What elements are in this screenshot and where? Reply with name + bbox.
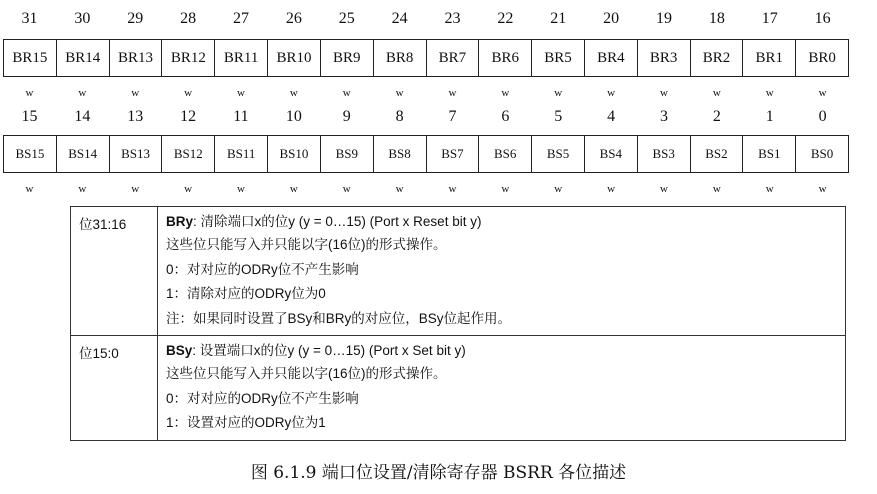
- access-mark: w: [289, 183, 298, 195]
- register-field: BS2: [691, 136, 744, 172]
- bs-line: 1：设置对应的ODRy位为1: [166, 415, 326, 430]
- br-line: 0：对对应的ODRy位不产生影响: [166, 261, 359, 277]
- access-mark: w: [818, 183, 827, 195]
- register-field: BR1: [743, 40, 796, 76]
- register-field: BS10: [268, 136, 321, 172]
- upper-register-row: [3, 39, 849, 77]
- br-description-row: [71, 207, 846, 336]
- access-mark: w: [25, 87, 34, 99]
- register-field: BS12: [162, 136, 215, 172]
- br-field-name: BRy: [166, 214, 194, 229]
- access-mark: w: [395, 87, 404, 99]
- bit-number: 4: [607, 108, 616, 125]
- br-title-text: : 清除端口x的位y (y = 0…15) (Port x Reset bit y): [193, 214, 482, 229]
- bit-number: 21: [550, 10, 567, 27]
- access-mark: w: [554, 183, 563, 195]
- access-mark: w: [342, 183, 351, 195]
- bit-number: 29: [127, 10, 144, 27]
- bs-line: 0：对对应的ODRy位不产生影响: [166, 390, 359, 406]
- bs-title: [166, 340, 837, 362]
- access-mark: w: [78, 183, 87, 195]
- bit-number: 8: [395, 108, 404, 125]
- register-field: BR8: [374, 40, 427, 76]
- bit-number: 12: [180, 108, 197, 125]
- bit-number: 1: [765, 108, 774, 125]
- bit-number: 19: [655, 10, 672, 27]
- access-mark: w: [554, 87, 563, 99]
- br-line: 1：清除对应的ODRy位为0: [166, 286, 326, 301]
- register-field: BR11: [215, 40, 268, 76]
- register-field: BR14: [57, 40, 110, 76]
- bit-number: 22: [497, 10, 514, 27]
- register-field: BS7: [427, 136, 480, 172]
- bit-number: 13: [127, 108, 144, 125]
- access-mark: w: [712, 183, 721, 195]
- access-mark: w: [765, 87, 774, 99]
- bit-number: 25: [338, 10, 355, 27]
- access-mark: w: [289, 87, 298, 99]
- bit-number: 23: [444, 10, 461, 27]
- access-mark: w: [25, 183, 34, 195]
- register-field: BR4: [585, 40, 638, 76]
- bit-number: 14: [74, 108, 91, 125]
- register-field: BR6: [479, 40, 532, 76]
- access-mark: w: [607, 87, 616, 99]
- bit-number: 2: [712, 108, 721, 125]
- bit-number: 20: [603, 10, 620, 27]
- bs-line: 这些位只能写入并只能以字(16位)的形式操作。: [166, 366, 447, 381]
- access-mark: w: [131, 87, 140, 99]
- bit-number: 30: [74, 10, 91, 27]
- access-mark: w: [501, 183, 510, 195]
- access-mark: w: [184, 87, 193, 99]
- bit-number: 0: [818, 108, 827, 125]
- access-mark: w: [607, 183, 616, 195]
- bit-number: 11: [233, 108, 249, 125]
- access-mark: w: [342, 87, 351, 99]
- register-field: BS0: [810, 146, 834, 161]
- register-field: BR0: [808, 49, 836, 66]
- bs-bits-label: 位15:0: [71, 336, 158, 441]
- bs-description-row: [71, 336, 846, 441]
- lower-register-row: [3, 135, 849, 173]
- register-field: BR15: [4, 40, 57, 76]
- bit-number: 16: [814, 10, 831, 27]
- bs-description: [158, 336, 846, 441]
- register-field: BS8: [374, 136, 427, 172]
- register-field: BS13: [110, 136, 163, 172]
- register-field: BS15: [4, 136, 57, 172]
- bit-number: 10: [285, 108, 302, 125]
- lower-access-row: [3, 183, 849, 195]
- bit-number: 6: [501, 108, 510, 125]
- register-field: BR7: [427, 40, 480, 76]
- br-description: [158, 207, 846, 336]
- access-mark: w: [659, 87, 668, 99]
- access-mark: w: [448, 87, 457, 99]
- access-mark: w: [131, 183, 140, 195]
- register-field: BS14: [57, 136, 110, 172]
- bit-number: 9: [342, 108, 351, 125]
- bit-number: 26: [285, 10, 302, 27]
- upper-bit-numbers: [3, 10, 849, 28]
- bit-number: 28: [180, 10, 197, 27]
- bit-number: 5: [554, 108, 563, 125]
- bit-number: 24: [391, 10, 408, 27]
- access-mark: w: [236, 87, 245, 99]
- register-field: BS3: [638, 136, 691, 172]
- register-field: BR13: [110, 40, 163, 76]
- bit-number: 17: [761, 10, 778, 27]
- access-mark: w: [78, 87, 87, 99]
- access-mark: w: [448, 183, 457, 195]
- register-field: BS4: [585, 136, 638, 172]
- br-line: 注：如果同时设置了BSy和BRy的对应位，BSy位起作用。: [166, 310, 512, 326]
- access-mark: w: [765, 183, 774, 195]
- register-field: BR2: [691, 40, 744, 76]
- bit-number: 31: [21, 10, 38, 27]
- bit-description-table: [70, 206, 846, 441]
- br-bits-label: 位31:16: [71, 207, 158, 336]
- register-field: BS5: [532, 136, 585, 172]
- access-mark: w: [659, 183, 668, 195]
- register-field: BR10: [268, 40, 321, 76]
- register-field: BR12: [162, 40, 215, 76]
- bs-title-text: : 设置端口x的位y (y = 0…15) (Port x Set bit y): [192, 343, 466, 358]
- register-field: BR5: [532, 40, 585, 76]
- bs-field-name: BSy: [166, 343, 193, 358]
- access-mark: w: [818, 87, 827, 99]
- access-mark: w: [236, 183, 245, 195]
- register-field: BS11: [215, 136, 268, 172]
- register-field: BS6: [479, 136, 532, 172]
- bit-number: 27: [232, 10, 249, 27]
- bit-number: 7: [448, 108, 457, 125]
- lower-bit-numbers: [3, 108, 849, 126]
- br-title: [166, 211, 837, 233]
- access-mark: w: [501, 87, 510, 99]
- register-field: BR3: [638, 40, 691, 76]
- access-mark: w: [184, 183, 193, 195]
- register-field: BR9: [321, 40, 374, 76]
- bit-number: 18: [708, 10, 725, 27]
- access-mark: w: [712, 87, 721, 99]
- access-mark: w: [395, 183, 404, 195]
- bit-number: 3: [659, 108, 668, 125]
- bit-number: 15: [21, 108, 38, 125]
- figure-caption: 图 6.1.9 端口位设置/清除寄存器 BSRR 各位描述: [250, 463, 627, 483]
- br-line: 这些位只能写入并只能以字(16位)的形式操作。: [166, 237, 447, 252]
- register-field: BS9: [321, 136, 374, 172]
- upper-access-row: [3, 87, 849, 99]
- register-field: BS1: [743, 136, 796, 172]
